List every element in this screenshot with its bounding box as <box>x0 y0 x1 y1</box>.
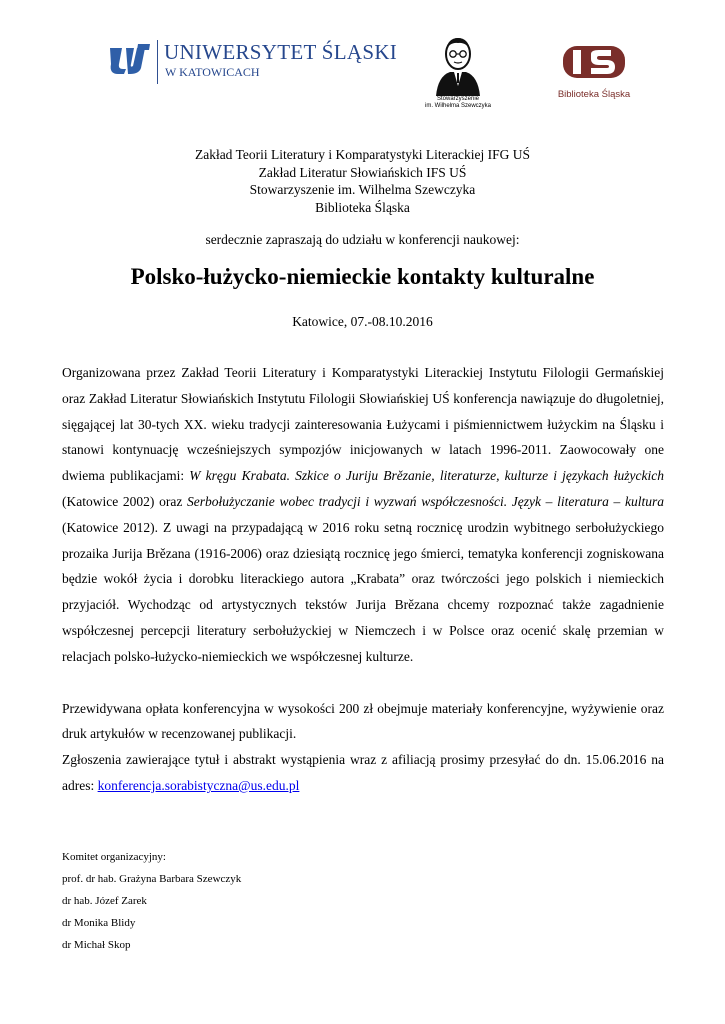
organizer-line: Zakład Literatur Słowiańskich IFS UŚ <box>258 164 467 180</box>
library-logo <box>556 42 632 102</box>
email-link[interactable]: konferencja.sorabistyczna@us.edu.pl <box>97 777 300 793</box>
committee-heading: Komitet organizacyjny: <box>62 851 166 863</box>
paragraph-text: (Katowice 2012). Z uwagi na przypadającą w 2016 roku setną rocznicę urodzin wybitnego serbołużyckiego prozaika Jurija Brězana (1916-2006) oraz dziesiątą rocznicę jego śmierci, tematyka konferencji zogniskowana będzie wokół życia i dorobku literackiego autora „Krabata” oraz twórczości jego polskich i niemieckich przyjaciół. Wychodząc od artystycznych tekstów Jurija Brězana chcemy rozpoznać także zagadnienie współczesnej percepcji literatury serbołużyckiej w Niemczech i w Polsce oraz ocenić skalę przemian w relacjach polsko-łużycko-niemieckich we współczesnej kulturze. <box>62 519 664 664</box>
book-title: W kręgu Krabata. Szkice o Juriju Brězanie, literaturze, kulturze i językach łużyckich <box>189 468 664 484</box>
library-emblem-icon <box>561 42 627 82</box>
paragraph-text: Zgłoszenia zawierające tytuł i abstrakt wystąpienia wraz z afiliacją prosimy przesyłać do dn. 15.06.2016 na adres: <box>62 752 664 793</box>
logo-divider <box>157 40 158 84</box>
organizer-line: Biblioteka Śląska <box>315 199 410 215</box>
organizing-committee <box>62 846 462 956</box>
description-paragraph <box>62 360 664 670</box>
paragraph-text: (Katowice 2002) oraz <box>62 493 188 509</box>
association-caption-line2: im. Wilhelma Szewczyka <box>424 103 491 109</box>
committee-member: dr hab. Józef Zarek <box>62 895 147 907</box>
committee-member: dr Monika Blidy <box>62 917 136 929</box>
book-title: Serbołużyczanie wobec tradycji i wyzwań współczesności. Język – literatura – kultura <box>187 493 664 509</box>
organizers-list <box>0 146 725 216</box>
university-name: UNIWERSYTET ŚLĄSKI <box>164 40 398 64</box>
association-logo <box>418 32 498 124</box>
university-logo <box>108 40 398 88</box>
organizer-line: Stowarzyszenie im. Wilhelma Szewczyka <box>249 182 476 197</box>
description-body <box>62 360 664 799</box>
portrait-icon <box>430 32 486 96</box>
committee-member: prof. dr hab. Grażyna Barbara Szewczyk <box>62 873 242 885</box>
organizer-line: Zakład Teorii Literatury i Komparatystyki Literackiej IFG UŚ <box>194 147 531 162</box>
university-city: W KATOWICACH <box>165 65 260 79</box>
conference-title: Polsko-łużycko-niemieckie kontakty kulturalne <box>130 264 595 289</box>
committee-member: dr Michał Skop <box>62 939 131 951</box>
association-caption-line1: Stowarzyszenie <box>436 96 480 102</box>
library-name: Biblioteka Śląska <box>557 89 631 100</box>
conference-date-place: Katowice, 07.-08.10.2016 <box>292 314 433 329</box>
university-emblem-icon <box>108 42 150 74</box>
invitation-text: serdecznie zapraszają do udziału w konferencji naukowej: <box>205 232 520 247</box>
paragraph-text: Organizowana przez Zakład Teorii Literatury i Komparatystyki Literackiej Instytutu Filologii Germańskiej oraz Zakład Literatur Słowiańskich Instytutu Filologii Słowiańskiej UŚ konferencja nawiązuje do długoletniej, sięgającej lat 30-tych XX. wieku tradycji zainteresowania Łużycami i piśmiennictwem łużyckim na Śląsku i stanowi kontynuację wcześniejszych sympozjów inicjowanych w latach 1996-2011. Zaowocowały one dwiema publikacjami: <box>62 365 664 484</box>
fee-paragraph: Przewidywana opłata konferencyjna w wysokości 200 zł obejmuje materiały konferencyjne, wyżywienie oraz druk artykułów w recenzowanej publikacji. <box>62 700 664 742</box>
submission-paragraph <box>62 747 664 799</box>
